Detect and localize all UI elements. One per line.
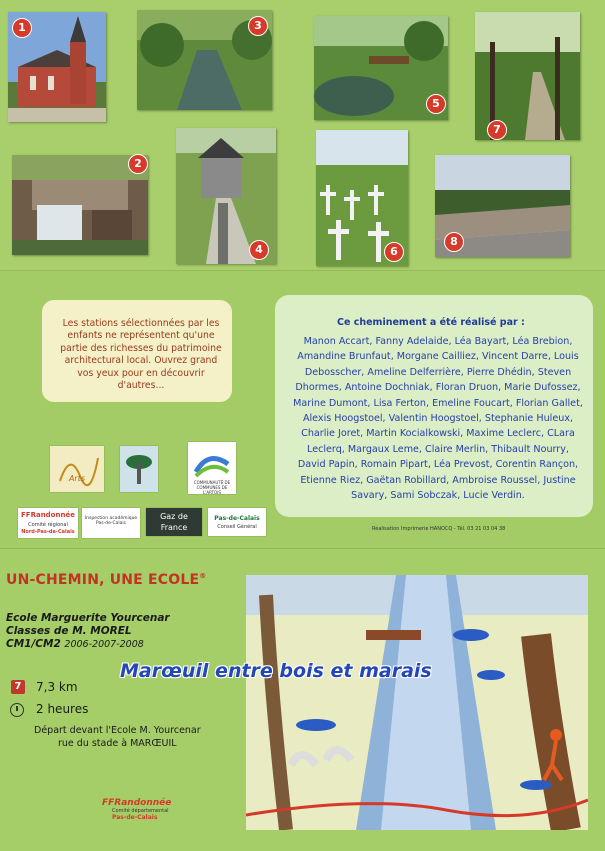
distance-icon: 7 — [11, 680, 25, 694]
ffr-dept-sub2: Pas-de-Calais — [112, 814, 158, 821]
ffr-regional-title: FFRandonnée — [21, 511, 75, 519]
photo-number-5: 5 — [426, 94, 446, 114]
photo-mill — [12, 155, 148, 255]
child-drawing — [246, 575, 588, 830]
photo-number-8: 8 — [444, 232, 464, 252]
photo-number-3: 3 — [248, 16, 268, 36]
pdc-logo-sub: Conseil Général — [217, 524, 257, 530]
commune-logo — [188, 442, 236, 494]
ffr-regional-sub2: Nord-Pas-de-Calais — [21, 529, 75, 535]
pas-de-calais-logo — [208, 508, 266, 536]
arts-logo-text: Arts — [68, 474, 86, 483]
school-block — [6, 612, 170, 651]
arts-logo — [50, 446, 104, 492]
stations-note — [42, 300, 232, 402]
ffr-dept-title: FFRandonnée — [102, 798, 172, 808]
credits-names: Manon Accart, Fanny Adelaide, Léa Bayart, Léa Brebion, Amandine Brunfaut, Morgane Cailliez, Vincent Darre, Louis Debosscher, Ameline Delferrière, Pierre Dhédin, Steven Dhormes, Antoine Dochniak, Floran Druon, Marie Dufossez, Marine Dumont, Lisa Ferton, Emeline Foucart, Florian Gallet, Alexis Hoogstoel, Valentin Hoogstoel, Stephanie Huleux, Charlie Joret, Martin Kocialkowski, Maxime Leclerc, CLara Leclerq, Margaux Leme, Claire Merlin, Thibault Nourry, David Papin, Romain Pipart, Léa Prevost, Corentin Rançon, Etienne Riez, Gaëtan Robillard, Ambroise Roussel, Justine Savary, Sami Sobczak, Lucie Verdin. — [293, 336, 583, 502]
printer-credit: Réalisation Imprimerie HANOCQ - Tél. 03 21 03 04 38 — [372, 526, 506, 532]
ffrandonnee-regional-logo — [18, 508, 78, 538]
parc-logo — [120, 446, 158, 492]
photo-number-1: 1 — [12, 18, 32, 38]
series-mark: ® — [199, 572, 207, 580]
trail-duration: 2 heures — [36, 702, 89, 716]
departure-line-1: Départ devant l'Ecole M. Yourcenar — [34, 725, 201, 736]
photo-number-6: 6 — [384, 242, 404, 262]
gaz-logo-line1: Gaz de — [160, 512, 188, 521]
series-title — [6, 572, 206, 588]
ffr-dept-sub1: Comité départemental — [112, 808, 169, 814]
school-level: CM1/CM2 — [6, 638, 61, 650]
ffr-regional-sub1: Comité régional — [28, 522, 68, 528]
credits-title: Ce cheminement a été réalisé par : — [337, 317, 525, 328]
gaz-logo-line2: France — [160, 523, 188, 532]
trail-distance: 7,3 km — [36, 680, 78, 694]
commune-logo-text: COMMUNAUTÉ DE COMMUNES DE L'ARTOIS — [193, 480, 231, 495]
credits-box — [275, 295, 593, 517]
school-classes: Classes de M. MOREL — [6, 625, 132, 637]
departure-line-2: rue du stade à MARŒUIL — [58, 738, 177, 749]
inspection-logo — [82, 508, 140, 538]
ffrandonnee-departmental-logo — [102, 798, 192, 836]
photo-number-2: 2 — [128, 154, 148, 174]
pdc-logo-title: Pas-de-Calais — [214, 515, 260, 522]
photo-number-7: 7 — [487, 120, 507, 140]
departure-info — [34, 724, 224, 750]
gaz-de-france-logo — [146, 508, 202, 536]
stations-note-text: Les stations sélectionnées par les enfants ne représentent qu'une partie des richesses du patrimoine architectural local. Ouvrez grand vos yeux pour en découvrir d'autres... — [60, 318, 222, 392]
clock-icon — [10, 703, 24, 717]
series-title-text: UN-CHEMIN, UNE ECOLE — [6, 572, 200, 588]
inspection-logo-text: Inspection académique Pas-de-Calais — [84, 516, 138, 526]
school-name: Ecole Marguerite Yourcenar — [6, 612, 170, 624]
school-years: 2006-2007-2008 — [64, 639, 144, 650]
photo-number-4: 4 — [249, 240, 269, 260]
trail-title: Marœuil entre bois et marais — [120, 660, 432, 682]
